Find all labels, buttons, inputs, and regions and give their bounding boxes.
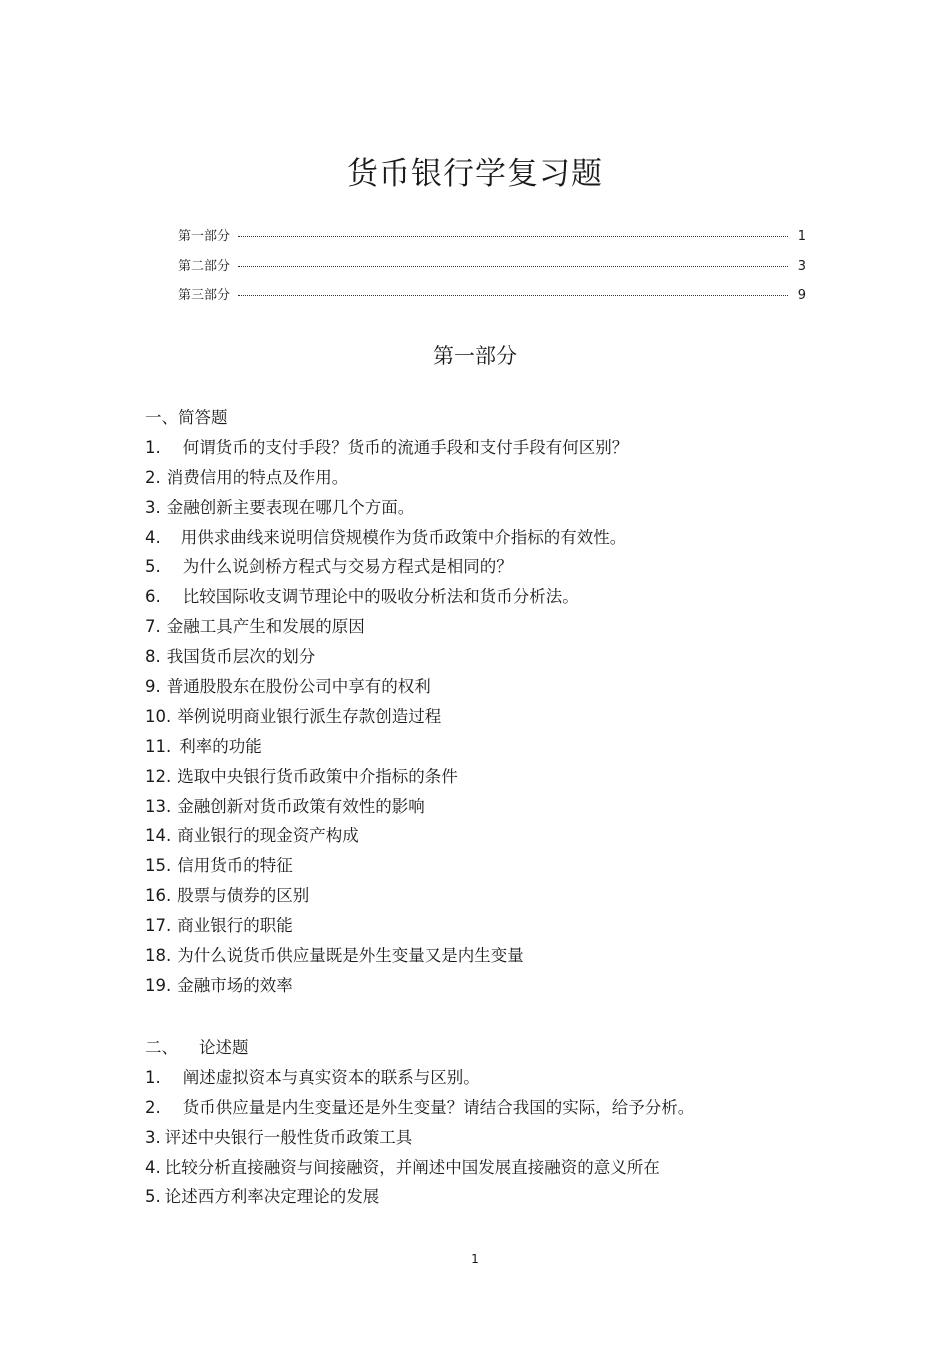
question-item: [145, 732, 845, 762]
question-number: 10.: [145, 706, 172, 726]
toc-entry-label: 第一部分: [178, 229, 231, 244]
question-item: [145, 1153, 845, 1183]
short-answer-list: [145, 433, 845, 1001]
question-item: [145, 881, 845, 911]
question-number: 1.: [145, 1067, 161, 1087]
toc-dot-leader: [238, 295, 788, 296]
toc-entry-page: 9: [797, 288, 806, 303]
question-number: 9.: [145, 677, 161, 697]
question-text: 论述西方利率决定理论的发展: [164, 1187, 380, 1207]
toc-dot-leader: [238, 236, 788, 237]
toc-dot-leader: [238, 266, 788, 267]
question-number: 4.: [145, 527, 161, 547]
question-number: 13.: [145, 796, 172, 816]
question-item: [145, 851, 845, 881]
toc-entry-label: 第二部分: [178, 258, 231, 274]
question-item: [145, 672, 845, 702]
question-number: 1.: [145, 437, 161, 457]
question-item: [145, 463, 845, 493]
document-title: 货币银行学复习题: [347, 156, 603, 192]
question-text: 利率的功能: [179, 736, 262, 756]
essay-list: [145, 1063, 845, 1212]
question-item: [145, 1123, 845, 1153]
toc-entry-label: 第三部分: [178, 288, 231, 303]
toc-entry-page: 1: [797, 229, 806, 244]
question-item: [145, 493, 845, 523]
question-number: 2.: [145, 467, 161, 487]
question-item: [145, 792, 845, 822]
question-item: [145, 911, 845, 941]
question-item: [145, 1063, 845, 1093]
question-item: [145, 433, 845, 463]
essay-heading: 二、 论述题: [145, 1038, 249, 1057]
question-item: [145, 941, 845, 971]
question-text: 举例说明商业银行派生存款创造过程: [177, 706, 442, 726]
question-item: [145, 642, 845, 672]
question-text: 为什么说货币供应量既是外生变量又是内生变量: [177, 946, 524, 966]
question-number: 4.: [145, 1157, 161, 1177]
question-number: 8.: [145, 647, 161, 667]
question-number: 6.: [145, 587, 161, 607]
question-text: 普通股股东在股份公司中享有的权利: [166, 677, 431, 697]
question-text: 阐述虚拟资本与真实资本的联系与区别。: [182, 1067, 480, 1087]
question-item: [145, 523, 845, 553]
question-text: 商业银行的职能: [177, 916, 293, 936]
page-number: 1: [471, 1252, 479, 1266]
question-number: 5.: [145, 1187, 161, 1207]
question-text: 选取中央银行货币政策中介指标的条件: [177, 766, 458, 786]
question-text: 信用货币的特征: [177, 856, 293, 876]
question-text: 金融工具产生和发展的原因: [166, 617, 365, 637]
question-item: [145, 1093, 845, 1123]
question-item: [145, 612, 845, 642]
question-text: 何谓货币的支付手段？货币的流通手段和支付手段有何区别？: [182, 437, 629, 457]
question-item: [145, 702, 845, 732]
question-item: [145, 762, 845, 792]
question-item: [145, 1182, 845, 1212]
question-text: 我国货币层次的划分: [166, 647, 316, 667]
question-item: [145, 582, 845, 612]
question-number: 14.: [145, 826, 172, 846]
question-text: 金融市场的效率: [177, 975, 293, 995]
short-answer-heading: 一、简答题: [145, 408, 228, 427]
question-text: 货币供应量是内生变量还是外生变量？请结合我国的实际，给予分析。: [182, 1097, 695, 1117]
toc-entry[interactable]: [178, 255, 806, 285]
question-number: 18.: [145, 946, 172, 966]
question-item: [145, 821, 845, 851]
question-text: 股票与债券的区别: [177, 886, 310, 906]
table-of-contents: [178, 225, 806, 314]
toc-entry[interactable]: [178, 225, 806, 255]
question-number: 12.: [145, 766, 172, 786]
question-number: 5.: [145, 557, 161, 577]
section-title: 第一部分: [433, 344, 517, 368]
toc-entry[interactable]: [178, 284, 806, 314]
question-text: 比较国际收支调节理论中的吸收分析法和货币分析法。: [182, 587, 579, 607]
question-number: 7.: [145, 617, 161, 637]
question-text: 金融创新对货币政策有效性的影响: [177, 796, 425, 816]
question-text: 评述中央银行一般性货币政策工具: [164, 1127, 413, 1147]
question-text: 为什么说剑桥方程式与交易方程式是相同的？: [182, 557, 513, 577]
question-number: 16.: [145, 886, 172, 906]
question-number: 17.: [145, 916, 172, 936]
short-answer-section: [145, 403, 845, 1001]
essay-section: [145, 1033, 845, 1212]
question-number: 2.: [145, 1097, 161, 1117]
question-text: 金融创新主要表现在哪几个方面。: [166, 497, 415, 517]
question-number: 19.: [145, 975, 172, 995]
question-text: 消费信用的特点及作用。: [166, 467, 349, 487]
toc-entry-page: 3: [797, 258, 806, 274]
question-number: 11.: [145, 736, 172, 756]
question-number: 3.: [145, 1127, 161, 1147]
question-number: 15.: [145, 856, 172, 876]
question-number: 3.: [145, 497, 161, 517]
question-text: 比较分析直接融资与间接融资，并阐述中国发展直接融资的意义所在: [164, 1157, 660, 1177]
question-text: 商业银行的现金资产构成: [177, 826, 359, 846]
question-item: [145, 552, 845, 582]
question-text: 用供求曲线来说明信贷规模作为货币政策中介指标的有效性。: [180, 527, 627, 547]
question-item: [145, 971, 845, 1001]
